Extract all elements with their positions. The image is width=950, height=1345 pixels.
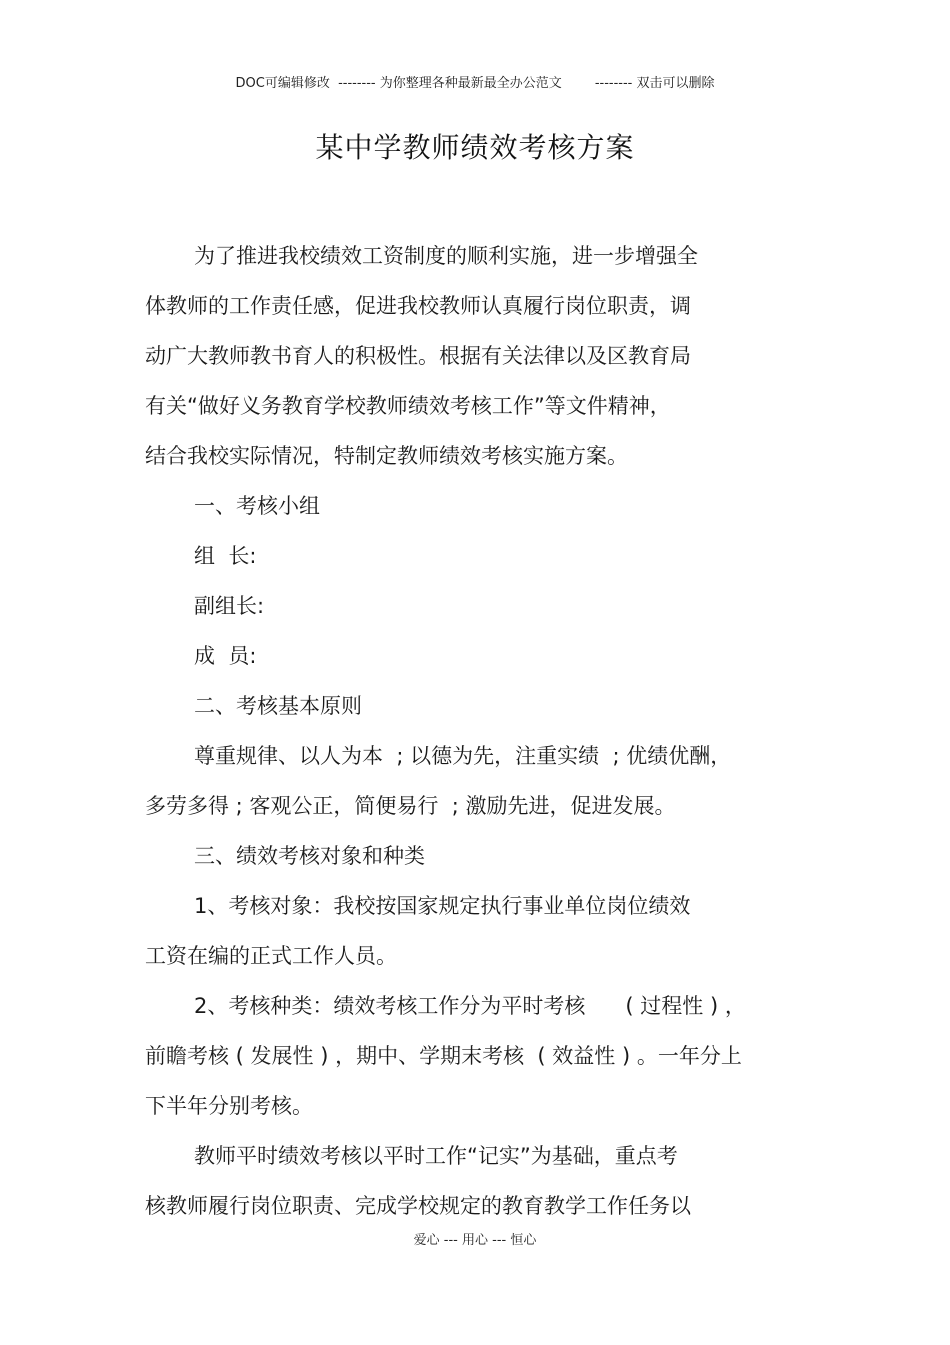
paragraph-line: 下半年分别考核。 xyxy=(145,1094,313,1118)
paragraph-line: 教师平时绩效考核以平时工作“记实”为基础，重点考 xyxy=(194,1144,678,1168)
page-header: DOC可编辑修改 -------- 为你整理各种最新最全办公范文 -------- 双击可以删除 xyxy=(235,76,715,91)
paragraph-line: 有关“做好义务教育学校教师绩效考核工作”等文件精神， xyxy=(145,394,671,418)
section-heading: 三、绩效考核对象和种类 xyxy=(194,844,425,868)
document-title: 某中学教师绩效考核方案 xyxy=(315,131,635,164)
paragraph-line: 动广大教师教书育人的积极性。根据有关法律以及区教育局 xyxy=(145,344,691,368)
paragraph-line: 多劳多得 ; 客观公正，简便易行 ; 激励先进，促进发展。 xyxy=(145,794,676,818)
paragraph-line: 2、考核种类：绩效考核工作分为平时考核 ( 过程性 ) ， xyxy=(194,994,746,1018)
paragraph-line: 副组长: xyxy=(194,594,265,618)
paragraph-line: 前瞻考核 ( 发展性 ) ，期中、学期末考核 ( 效益性 ) 。一年分上 xyxy=(145,1044,742,1068)
paragraph-line: 工资在编的正式工作人员。 xyxy=(145,944,397,968)
paragraph-line: 核教师履行岗位职责、完成学校规定的教育教学工作任务以 xyxy=(145,1194,691,1218)
section-heading: 一、考核小组 xyxy=(194,494,320,518)
page-footer: 爱心 --- 用心 --- 恒心 xyxy=(413,1233,537,1248)
section-heading: 二、考核基本原则 xyxy=(194,694,362,718)
paragraph-line: 结合我校实际情况，特制定教师绩效考核实施方案。 xyxy=(145,444,628,468)
paragraph-line: 为了推进我校绩效工资制度的顺利实施，进一步增强全 xyxy=(194,244,698,268)
paragraph-line: 成 员: xyxy=(194,644,257,668)
paragraph-line: 体教师的工作责任感，促进我校教师认真履行岗位职责，调 xyxy=(145,294,691,318)
paragraph-line: 尊重规律、以人为本 ; 以德为先，注重实绩 ; 优绩优酬， xyxy=(194,744,732,768)
document-body xyxy=(145,238,825,1238)
paragraph-line: 1、考核对象：我校按国家规定执行事业单位岗位绩效 xyxy=(194,894,691,918)
paragraph-line: 组 长: xyxy=(194,544,257,568)
